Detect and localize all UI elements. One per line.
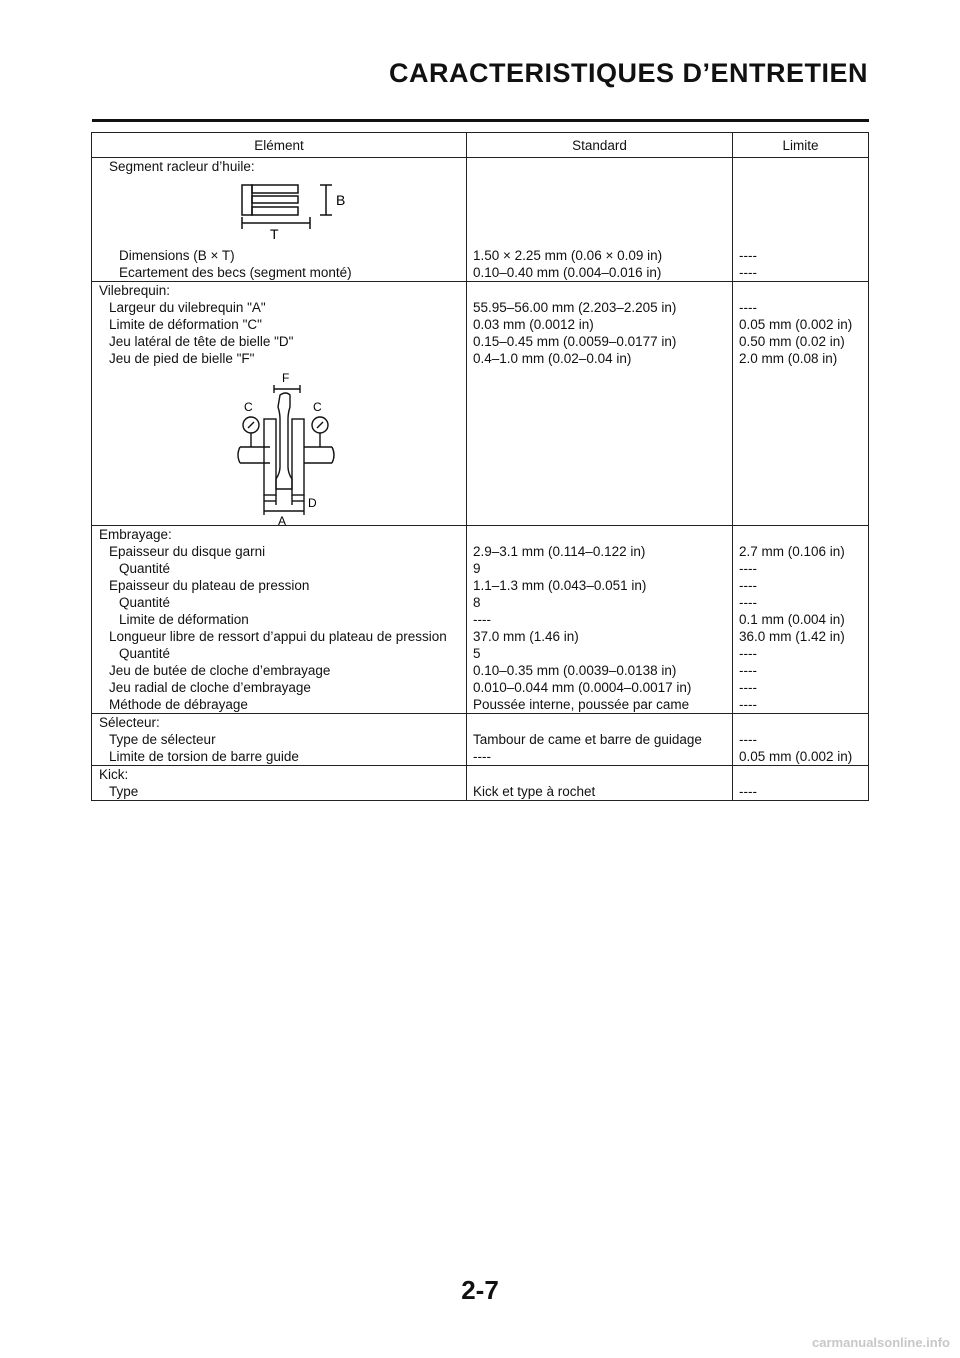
cell-standard: 0.10–0.40 mm (0.004–0.016 in) xyxy=(467,264,733,282)
column-header-element: Elément xyxy=(92,133,467,158)
spec-table xyxy=(91,132,869,801)
section-heading-crankshaft: Vilebrequin: xyxy=(92,282,467,300)
cell-standard: 5 xyxy=(467,645,733,662)
column-header-limit: Limite xyxy=(733,133,869,158)
cell-limit: 0.50 mm (0.02 in) xyxy=(733,333,869,350)
table-row xyxy=(92,731,869,748)
cell-limit: 0.05 mm (0.002 in) xyxy=(733,748,869,766)
table-row xyxy=(92,645,869,662)
cell-item: Quantité xyxy=(92,645,467,662)
table-header-row xyxy=(92,133,869,158)
cell-limit: ---- xyxy=(733,560,869,577)
dim-label-f: F xyxy=(282,371,290,385)
dim-label-t: T xyxy=(270,226,279,242)
crankshaft-figure-cell xyxy=(92,367,467,526)
cell-limit: ---- xyxy=(733,247,869,264)
cell-limit: 0.05 mm (0.002 in) xyxy=(733,316,869,333)
cell-limit: 0.1 mm (0.004 in) xyxy=(733,611,869,628)
oil-ring-diagram xyxy=(92,175,467,247)
table-row xyxy=(92,766,869,784)
cell-item: Ecartement des becs (segment monté) xyxy=(92,264,467,282)
dim-label-d: D xyxy=(308,496,317,510)
section-heading-kick: Kick: xyxy=(92,766,467,784)
cell-limit: ---- xyxy=(733,679,869,696)
title-divider xyxy=(92,119,869,122)
figure-row xyxy=(92,175,869,247)
table-row xyxy=(92,748,869,766)
cell-limit: 36.0 mm (1.42 in) xyxy=(733,628,869,645)
cell-limit: ---- xyxy=(733,731,869,748)
cell-standard: 0.10–0.35 mm (0.0039–0.0138 in) xyxy=(467,662,733,679)
cell-standard: 37.0 mm (1.46 in) xyxy=(467,628,733,645)
cell-item: Epaisseur du plateau de pression xyxy=(92,577,467,594)
cell-item: Limite de déformation xyxy=(92,611,467,628)
dim-label-b: B xyxy=(336,192,346,208)
table-row xyxy=(92,282,869,300)
table-row xyxy=(92,247,869,264)
page-title: CARACTERISTIQUES D’ENTRETIEN xyxy=(388,58,868,88)
cell-item: Type de sélecteur xyxy=(92,731,467,748)
table-row xyxy=(92,662,869,679)
cell-item: Quantité xyxy=(92,560,467,577)
cell-limit: ---- xyxy=(733,662,869,679)
table-row xyxy=(92,264,869,282)
cell-item: Largeur du vilebrequin "A" xyxy=(92,299,467,316)
cell-standard: 2.9–3.1 mm (0.114–0.122 in) xyxy=(467,543,733,560)
table-row xyxy=(92,696,869,714)
page-number: 2-7 xyxy=(461,1275,499,1305)
table-row xyxy=(92,350,869,367)
section-heading-oil-ring: Segment racleur d’huile: xyxy=(92,158,467,176)
cell-standard: 1.1–1.3 mm (0.043–0.051 in) xyxy=(467,577,733,594)
table-row xyxy=(92,577,869,594)
cell-standard: 55.95–56.00 mm (2.203–2.205 in) xyxy=(467,299,733,316)
cell-item: Dimensions (B × T) xyxy=(92,247,467,264)
table-row xyxy=(92,158,869,176)
cell-item: Jeu de butée de cloche d’embrayage xyxy=(92,662,467,679)
cell-item: Jeu latéral de tête de bielle "D" xyxy=(92,333,467,350)
cell-limit: ---- xyxy=(733,594,869,611)
dim-label-c-right: C xyxy=(313,400,322,414)
cell-standard: 0.15–0.45 mm (0.0059–0.0177 in) xyxy=(467,333,733,350)
table-row xyxy=(92,333,869,350)
table-row xyxy=(92,594,869,611)
cell-standard: 8 xyxy=(467,594,733,611)
section-heading-shift: Sélecteur: xyxy=(92,714,467,732)
dim-label-a: A xyxy=(278,514,287,525)
cell-item: Quantité xyxy=(92,594,467,611)
table-row xyxy=(92,714,869,732)
cell-item: Epaisseur du disque garni xyxy=(92,543,467,560)
watermark: carmanualsonline.info xyxy=(812,1335,950,1350)
cell-standard: 0.010–0.044 mm (0.0004–0.0017 in) xyxy=(467,679,733,696)
table-row xyxy=(92,560,869,577)
table-row xyxy=(92,299,869,316)
cell-standard: Tambour de came et barre de guidage xyxy=(467,731,733,748)
section-heading-clutch: Embrayage: xyxy=(92,526,467,544)
cell-item: Jeu radial de cloche d’embrayage xyxy=(92,679,467,696)
table-row xyxy=(92,783,869,801)
cell-standard: 0.4–1.0 mm (0.02–0.04 in) xyxy=(467,350,733,367)
column-header-standard: Standard xyxy=(467,133,733,158)
cell-standard: 1.50 × 2.25 mm (0.06 × 0.09 in) xyxy=(467,247,733,264)
table-row xyxy=(92,543,869,560)
oil-ring-figure-cell xyxy=(92,175,467,247)
cell-limit: ---- xyxy=(733,645,869,662)
cell-item: Méthode de débrayage xyxy=(92,696,467,714)
cell-item: Limite de déformation "C" xyxy=(92,316,467,333)
cell-limit: 2.7 mm (0.106 in) xyxy=(733,543,869,560)
cell-standard: Kick et type à rochet xyxy=(467,783,733,801)
cell-limit: ---- xyxy=(733,696,869,714)
cell-standard: Poussée interne, poussée par came xyxy=(467,696,733,714)
cell-standard: 9 xyxy=(467,560,733,577)
table-row xyxy=(92,526,869,544)
cell-item: Longueur libre de ressort d’appui du plateau de pression xyxy=(92,628,467,645)
figure-row xyxy=(92,367,869,526)
cell-limit: ---- xyxy=(733,783,869,801)
table-row xyxy=(92,316,869,333)
cell-limit: ---- xyxy=(733,299,869,316)
cell-item: Type xyxy=(92,783,467,801)
dim-label-c-left: C xyxy=(244,400,253,414)
cell-limit: 2.0 mm (0.08 in) xyxy=(733,350,869,367)
cell-limit: ---- xyxy=(733,264,869,282)
cell-item: Jeu de pied de bielle "F" xyxy=(92,350,467,367)
crankshaft-diagram xyxy=(92,367,467,525)
table-row xyxy=(92,611,869,628)
table-row xyxy=(92,679,869,696)
table-row xyxy=(92,628,869,645)
cell-standard: ---- xyxy=(467,611,733,628)
cell-standard: 0.03 mm (0.0012 in) xyxy=(467,316,733,333)
cell-standard: ---- xyxy=(467,748,733,766)
cell-limit: ---- xyxy=(733,577,869,594)
cell-item: Limite de torsion de barre guide xyxy=(92,748,467,766)
